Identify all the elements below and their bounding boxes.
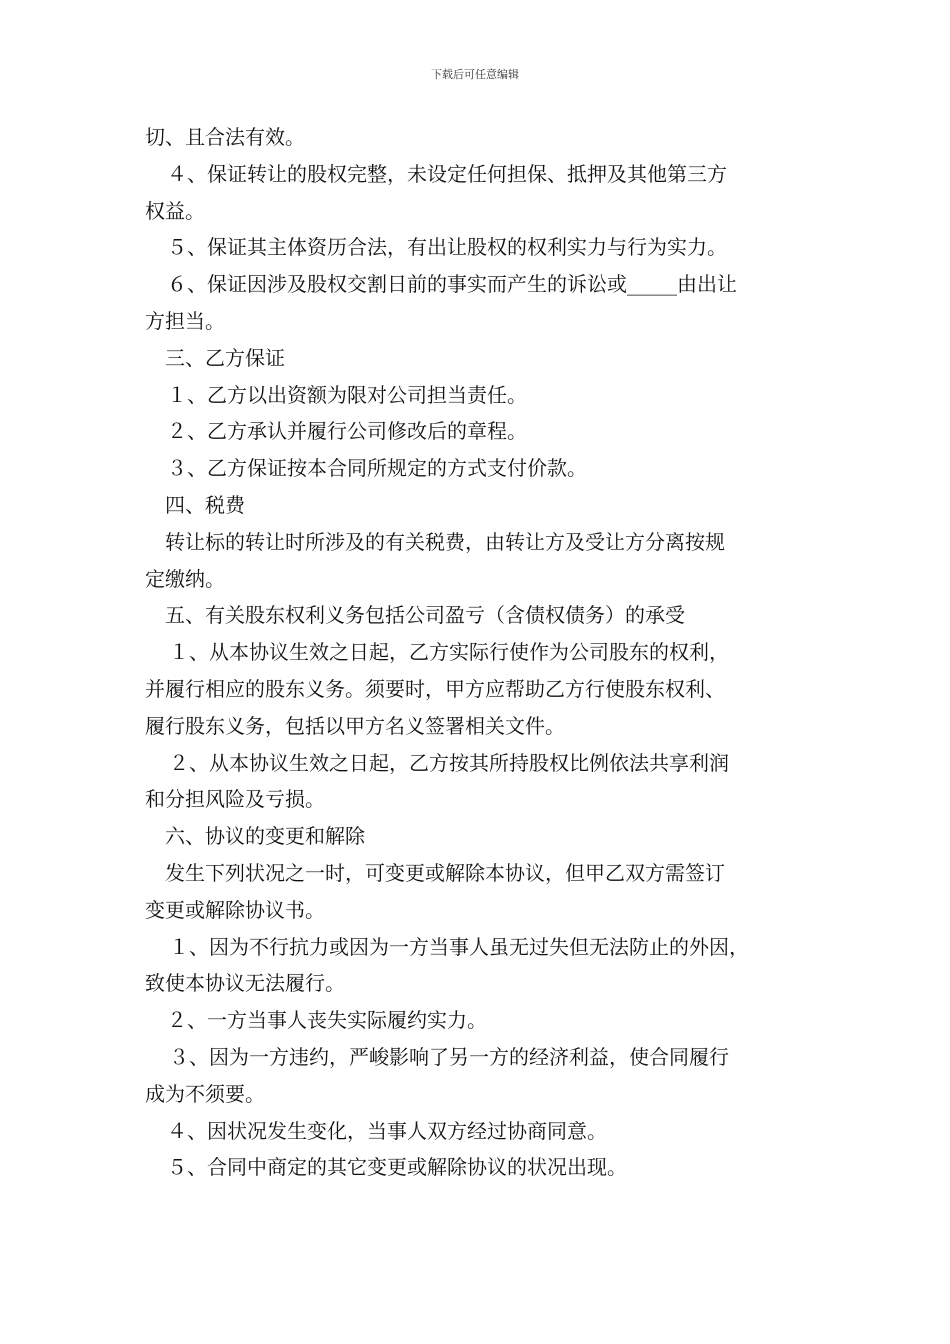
text-line: 并履行相应的股东义务。须要时，甲方应帮助乙方行使股东权利、 bbox=[145, 676, 725, 701]
paragraph bbox=[145, 1039, 835, 1113]
text-line: 四、税费 bbox=[165, 492, 245, 517]
paragraph bbox=[145, 156, 835, 230]
text-line: ２、一方当事人丧失实际履约实力。 bbox=[167, 1008, 487, 1033]
page-header: 下载后可任意编辑 bbox=[431, 68, 519, 81]
text-line: １、从本协议生效之日起，乙方实际行使作为公司股东的权利， bbox=[169, 640, 729, 665]
paragraph bbox=[145, 929, 835, 1003]
text-line: ３、因为一方违约，严峻影响了另一方的经济利益，使合同履行 bbox=[169, 1044, 729, 1069]
text-line: ２、从本协议生效之日起，乙方按其所持股权比例依法共享利润 bbox=[169, 750, 729, 775]
paragraph bbox=[145, 855, 835, 929]
text-line: 权益。 bbox=[145, 198, 205, 223]
paragraph bbox=[145, 450, 835, 487]
text-line: 切、且合法有效。 bbox=[145, 125, 305, 149]
text-line: 和分担风险及亏损。 bbox=[145, 787, 325, 812]
paragraph bbox=[145, 745, 835, 819]
text-line: ４、保证转让的股权完整，未设定任何担保、抵押及其他第三方 bbox=[167, 161, 727, 186]
text-line: 五、有关股东权利义务包括公司盈亏（含债权债务）的承受 bbox=[165, 603, 685, 628]
text-line: ６、保证因涉及股权交割日前的事实而产生的诉讼或_____由出让 bbox=[167, 272, 737, 297]
text-line: ３、乙方保证按本合同所规定的方式支付价款。 bbox=[167, 456, 587, 481]
text-line: 转让标的转让时所涉及的有关税费，由转让方及受让方分离按规 bbox=[165, 529, 725, 554]
text-line: 履行股东义务，包括以甲方名义签署相关文件。 bbox=[145, 713, 565, 738]
text-line: 六、协议的变更和解除 bbox=[165, 824, 365, 849]
paragraph bbox=[145, 1002, 835, 1039]
text-line: 定缴纳。 bbox=[145, 566, 225, 591]
paragraph bbox=[145, 1149, 835, 1186]
text-line: 成为不须要。 bbox=[145, 1081, 265, 1106]
text-line: 致使本协议无法履行。 bbox=[145, 971, 345, 996]
section-heading bbox=[145, 487, 835, 524]
text-line: ２、乙方承认并履行公司修改后的章程。 bbox=[167, 419, 527, 444]
text-line: １、因为不行抗力或因为一方当事人虽无过失但无法防止的外因， bbox=[169, 934, 749, 959]
text-line: ５、合同中商定的其它变更或解除协议的状况出现。 bbox=[167, 1155, 627, 1180]
section-heading bbox=[145, 340, 835, 377]
section-heading bbox=[145, 818, 835, 855]
paragraph bbox=[145, 377, 835, 414]
text-line: 方担当。 bbox=[145, 308, 225, 333]
paragraph bbox=[145, 524, 835, 598]
text-line: 发生下列状况之一时，可变更或解除本协议，但甲乙双方需签订 bbox=[165, 860, 725, 885]
text-line: ４、因状况发生变化，当事人双方经过协商同意。 bbox=[167, 1118, 607, 1143]
paragraph bbox=[145, 266, 835, 340]
paragraph bbox=[145, 413, 835, 450]
text-line: ５、保证其主体资历合法，有出让股权的权利实力与行为实力。 bbox=[167, 235, 727, 260]
section-heading bbox=[145, 597, 835, 634]
paragraph bbox=[145, 119, 835, 156]
paragraph bbox=[145, 634, 835, 744]
text-line: 变更或解除协议书。 bbox=[145, 897, 325, 922]
paragraph bbox=[145, 1113, 835, 1150]
text-line: １、乙方以出资额为限对公司担当责任。 bbox=[167, 382, 527, 407]
paragraph bbox=[145, 229, 835, 266]
document-body bbox=[145, 119, 835, 1186]
text-line: 三、乙方保证 bbox=[165, 345, 285, 370]
